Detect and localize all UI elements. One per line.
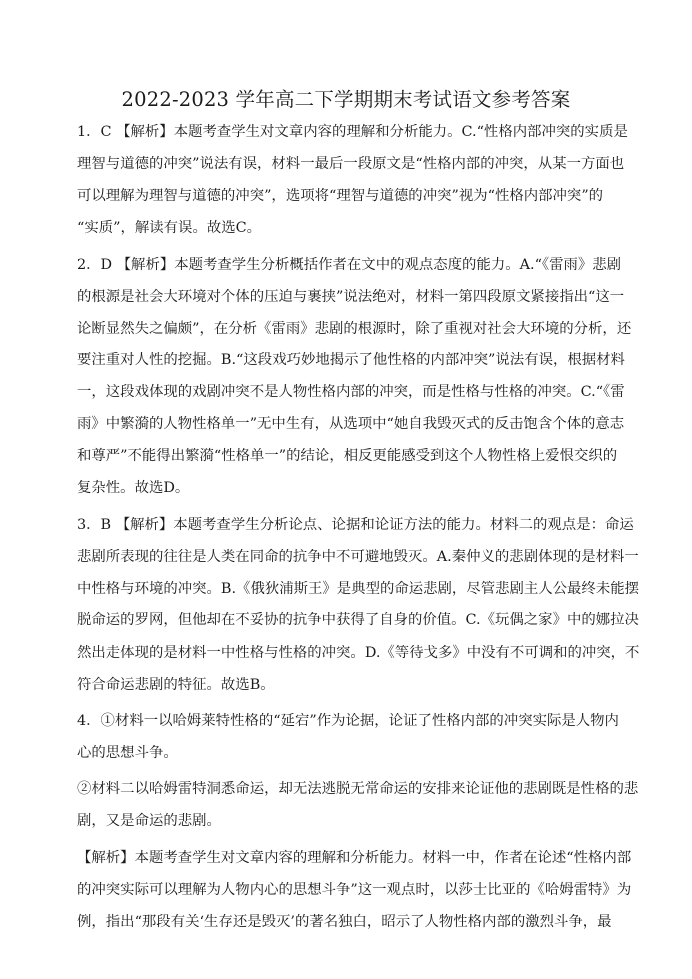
q4-point-2-line-1: ②材料二以哈姆雷特洞悉命运，却无法逃脱无常命运的安排来论证他的悲剧既是性格的悲 <box>77 781 639 797</box>
q2-line-5: 一，这段戏体现的戏剧冲突不是人物性格内部的冲突，而是性格与性格的冲突。C.“《雷 <box>77 384 625 400</box>
q1-line-3: 可以理解为理智与道德的冲突”，选项将“理智与道德的冲突”视为“性格内部冲突”的 <box>77 188 604 204</box>
q3-line-1: 3．B 【解析】本题考查学生分析论点、论据和论证方法的能力。材料二的观点是：命运 <box>77 517 634 533</box>
q2-line-7: 和尊严”不能得出繁漪“性格单一”的结论，相反更能感受到这个人物性格上爱恨交织的 <box>77 448 618 464</box>
q4-analysis-line-1: 【解析】本题考查学生对文章内容的理解和分析能力。材料一中，作者在论述“性格内部 <box>77 850 632 866</box>
q4-analysis-line-3: 例，指出“那段有关‘生存还是毁灭’的著名独白，昭示了人物性格内部的激烈斗争，最 <box>77 914 612 930</box>
q1-line-4: “实质”，解读有误。故选C。 <box>77 220 262 236</box>
q1-line-1: 1．C 【解析】本题考查学生对文章内容的理解和分析能力。C.“性格内部冲突的实质是 <box>77 124 628 140</box>
q3-line-2: 悲剧所表现的往往是人类在同命的抗争中不可避地毁灭。A.秦仲义的悲剧体现的是材料一 <box>77 549 639 565</box>
q4-point-2-line-2: 剧，又是命运的悲剧。 <box>77 813 221 829</box>
q1-line-2: 理智与道德的冲突”说法有误，材料一最后一段原文是“性格内部的冲突，从某一方面也 <box>77 156 625 172</box>
q4-point-1-line-1: 4．①材料一以哈姆莱特性格的“延宕”作为论据，论证了性格内部的冲突实际是人物内 <box>77 713 619 729</box>
q2-line-1: 2．D 【解析】本题考查学生分析概括作者在文中的观点态度的能力。A.“《雷雨》悲剧 <box>77 257 622 273</box>
q2-line-3: 论断显然失之偏颇”，在分析《雷雨》悲剧的根源时，除了重视对社会大环境的分析，还 <box>77 321 632 337</box>
q2-line-2: 的根源是社会大环境对个体的压迫与裹挟”说法绝对，材料一第四段原文紧接指出“这一 <box>77 289 625 305</box>
q3-line-4: 脱命运的罗网，但他却在不妥协的抗争中获得了自身的价值。C.《玩偶之家》中的娜拉决 <box>77 612 639 628</box>
q3-line-6: 符合命运悲剧的特征。故选B。 <box>77 677 275 693</box>
document-title: 2022-2023 学年高二下学期期末考试语文参考答案 <box>121 88 571 111</box>
q3-line-3: 中性格与环境的冲突。B.《俄狄浦斯王》是典型的命运悲剧，尽管悲剧主人公最终未能摆 <box>77 581 639 597</box>
q2-line-4: 要注重对人性的挖掘。B.“这段戏巧妙地揭示了他性格的内部冲突”说法有误，根据材料 <box>77 352 625 368</box>
q4-analysis-line-2: 的冲突实际可以理解为人物内心的思想斗争”这一观点时，以莎士比亚的《哈姆雷特》为 <box>77 882 632 898</box>
q3-line-5: 然出走体现的是材料一中性格与性格的冲突。D.《等待戈多》中没有不可调和的冲突，不 <box>77 645 640 661</box>
q2-line-6: 雨》中繁漪的人物性格单一”无中生有，从选项中“她自我毁灭式的反击饱含个体的意志 <box>77 416 625 432</box>
q4-point-1-line-2: 心的思想斗争。 <box>77 745 178 761</box>
q2-line-8: 复杂性。故选D。 <box>77 480 190 496</box>
